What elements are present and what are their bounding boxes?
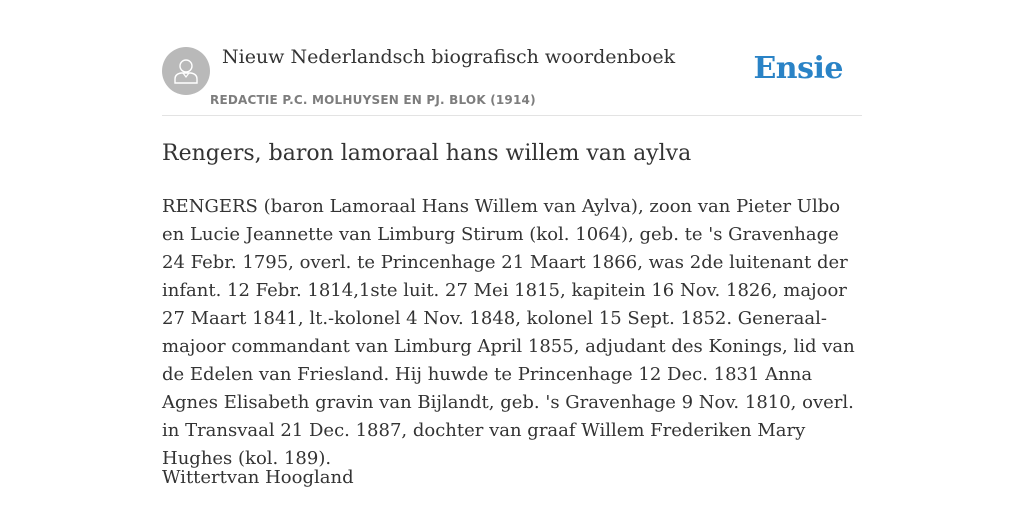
source-title[interactable]: Nieuw Nederlandsch biografisch woordenboek (222, 46, 676, 68)
entry-body: RENGERS (baron Lamoraal Hans Willem van Aylva), zoon van Pieter Ulbo en Lucie Jeannette van Limburg Stirum (kol. 1064), geb. te 's Gravenhage 24 Febr. 1795, overl. te Princenhage 21 Maart 1866, was 2de luitenant der infant. 12 Febr. 1814,1ste luit. 27 Mei 1815, kapitein 16 Nov. 1826, majoor 27 Maart 1841, lt.-kolonel 4 Nov. 1848, kolonel 15 Sept. 1852. Generaal-majoor commandant van Limburg April 1855, adjudant des Konings, lid van de Edelen van Friesland. Hij huwde te Princenhage 12 Dec. 1831 Anna Agnes Elisabeth gravin van Bijlandt, geb. 's Gravenhage 9 Nov. 1810, overl. in Transvaal 21 Dec. 1887, dochter van graaf Willem Frederiken Mary Hughes (kol. 189). (162, 196, 855, 469)
source-header (162, 0, 862, 116)
entry-title: Rengers, baron lamoraal hans willem van aylva (162, 141, 692, 166)
entry-author: Wittertvan Hoogland (162, 467, 354, 488)
avatar[interactable] (162, 47, 210, 95)
source-editors: REDACTIE P.C. MOLHUYSEN EN PJ. BLOK (1914) (210, 93, 536, 107)
page-container (162, 0, 862, 488)
user-avatar-icon (173, 57, 199, 85)
ensie-logo-link[interactable]: Ensie (753, 51, 843, 86)
